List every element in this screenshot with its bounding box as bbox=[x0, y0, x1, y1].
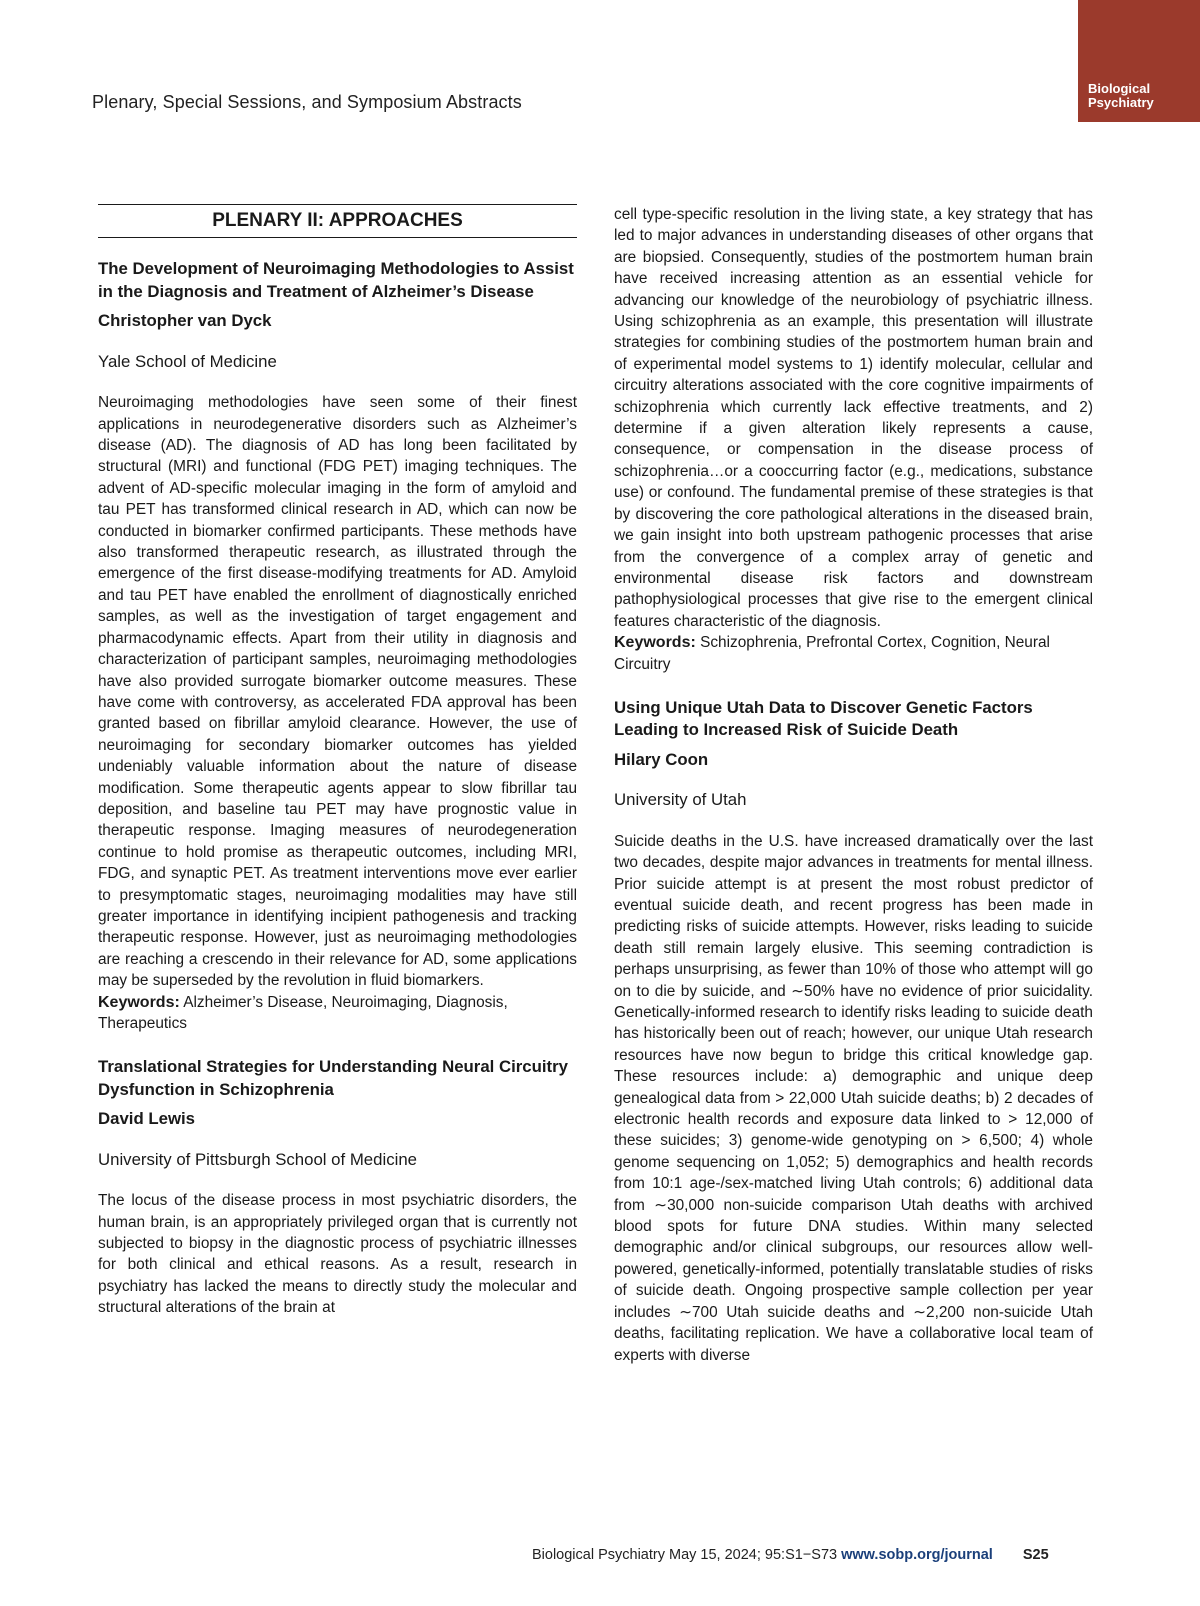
footer-citation: Biological Psychiatry May 15, 2024; 95:S1−S73 bbox=[532, 1547, 838, 1563]
abstract-3 bbox=[614, 697, 1093, 1366]
abstract-body: Neuroimaging methodologies have seen some of their finest applications in neurodegenerative disorders such as Alzheimer’s disease (AD). The diagnosis of AD has long been facilitated by structural (MRI) and functional (FDG PET) imaging techniques. The advent of AD-specific molecular imaging in the form of amyloid and tau PET has transformed clinical research in AD, which can now be conducted in biomarker confirmed participants. These methods have also transformed therapeutic research, as illustrated through the emergence of the first disease-modifying treatments for AD. Amyloid and tau PET have enabled the enrollment of diagnostically enriched samples, as well as the investigation of target engagement and pharmacodynamic effects. Apart from their utility in diagnosis and characterization of participant samples, neuroimaging methodologies have also provided surrogate biomarker outcome measures. These have come with controversy, as accelerated FDA approval has been granted based on fibrillar amyloid clearance. However, the use of neuroimaging for secondary biomarker outcomes has yielded undeniably valuable information about the nature of disease modification. Some therapeutic agents appear to slow fibrillar tau deposition, and baseline tau PET may have prognostic value in therapeutic response. Imaging measures of neurodegeneration continue to hold promise as therapeutic outcomes, including MRI, FDG, and synaptic PET. As treatment interventions move ever earlier to presymptomatic stages, neuroimaging modalities may have still greater importance in identifying incipient pathogenesis and tracking therapeutic response. However, just as neuroimaging methodologies are reaching a crescendo in their relevance for AD, some applications may be superseded by the revolution in fluid biomarkers. bbox=[98, 394, 577, 990]
page-number: S25 bbox=[1022, 1547, 1049, 1563]
abstract-keywords bbox=[98, 992, 577, 1035]
abstract-title: The Development of Neuroimaging Methodologies to Assist in the Diagnosis and Treatment of Alzheimer’s Disease bbox=[98, 259, 574, 301]
keywords-label: Keywords: bbox=[614, 634, 696, 652]
keywords-label: Keywords: bbox=[98, 993, 180, 1011]
journal-tab-line1: Biological bbox=[1088, 81, 1151, 96]
abstract-2 bbox=[98, 1056, 577, 1318]
right-column bbox=[614, 204, 1093, 1366]
abstract-title: Translational Strategies for Understanding Neural Circuitry Dysfunction in Schizophrenia bbox=[98, 1057, 568, 1099]
abstract-body: Suicide deaths in the U.S. have increased dramatically over the last two decades, despite major advances in treatments for mental illness. Prior suicide attempt is at present the most robust predictor of eventual suicide death, and recent progress has been made in predicting risks of suicide attempts. However, risks leading to suicide death still remain largely elusive. This seeming contradiction is perhaps unsurprising, as fewer than 10% of those who attempt will go on to die by suicide, and ∼50% have no evidence of prior suicidality. Genetically-informed research to identify risks leading to suicide death has historically been out of reach; however, our unique Utah research resources have now begun to bridge this critical knowledge gap. These resources include: a) demographic and unique deep genealogical data from > 22,000 Utah suicide deaths; b) 2 decades of electronic health records and exposure data linked to > 12,000 of these suicides; 3) genome-wide genotyping on > 6,500; 4) whole genome sequencing on 1,052; 5) demographics and health records from 10:1 age-/sex-matched living Utah controls; 6) additional data from ∼30,000 non-suicide comparison Utah deaths with archived blood spots for future DNA studies. Within many selected demographic and/or clinical subgroups, our resources allow well-powered, genetically-informed, potentially translatable studies of risks of suicide death. Ongoing prospective sample collection per year includes ∼700 Utah suicide deaths and ∼2,200 non-suicide Utah deaths, facilitating replication. We have a collaborative local team of experts with diverse bbox=[614, 832, 1093, 1364]
abstract-1 bbox=[98, 258, 577, 1034]
abstract-keywords bbox=[614, 632, 1093, 675]
abstract-body-part2: cell type-specific resolution in the living state, a key strategy that has led to major advances in understanding diseases of other organs that are biopsied. Consequently, studies of the postmortem human brain have received increasing attention as an essential vehicle for advancing our knowledge of the neurobiology of psychiatric illness. Using schizophrenia as an example, this presentation will illustrate strategies for combining studies of the postmortem human brain and of experimental model systems to 1) identify molecular, cellular and circuitry alterations associated with the core cognitive impairments of schizophrenia which currently lack effective treatments, and 2) determine if a given alteration likely represents a cause, consequence, or compensation in the disease process of schizophrenia…or a cooccurring factor (e.g., medications, substance use) or confound. The fundamental premise of these strategies is that by discovering the core pathological alterations in the diseased brain, we gain insight into both upstream pathogenic processes that arise from the convergence of a complex array of genetic and environmental disease risk factors and downstream pathophysiological processes that give rise to the emergent clinical features characteristic of the diagnosis. bbox=[614, 206, 1093, 630]
abstract-body-part1: The locus of the disease process in most psychiatric disorders, the human brain, is an appropriately privileged organ that is currently not subjected to biopsy in the diagnostic process of psychiatric illnesses for both clinical and ethical reasons. As a result, research in psychiatry has lacked the means to directly study the molecular and structural alterations of the brain at bbox=[98, 1192, 577, 1317]
keywords-list: Alzheimer’s Disease, Neuroimaging, Diagnosis, Therapeutics bbox=[98, 993, 508, 1032]
journal-tab bbox=[1078, 0, 1200, 122]
journal-url-link[interactable]: www.sobp.org/journal bbox=[841, 1547, 993, 1563]
running-title: Plenary, Special Sessions, and Symposium Abstracts bbox=[92, 92, 522, 112]
abstract-affiliation: Yale School of Medicine bbox=[98, 351, 277, 371]
abstract-title: Using Unique Utah Data to Discover Genetic Factors Leading to Increased Risk of Suicide Death bbox=[614, 697, 1033, 740]
abstract-affiliation: University of Utah bbox=[614, 790, 747, 810]
abstract-author: Christopher van Dyck bbox=[98, 311, 272, 331]
journal-tab-line2: Psychiatry bbox=[1088, 95, 1154, 110]
keywords-list: Schizophrenia, Prefrontal Cortex, Cognition, Neural Circuitry bbox=[614, 634, 1050, 673]
page-footer bbox=[532, 1547, 1049, 1563]
abstract-affiliation: University of Pittsburgh School of Medicine bbox=[98, 1149, 417, 1169]
abstract-author: Hilary Coon bbox=[614, 749, 709, 769]
abstract-author: David Lewis bbox=[98, 1109, 195, 1129]
section-title: PLENARY II: APPROACHES bbox=[98, 204, 577, 238]
left-column bbox=[98, 204, 577, 1319]
